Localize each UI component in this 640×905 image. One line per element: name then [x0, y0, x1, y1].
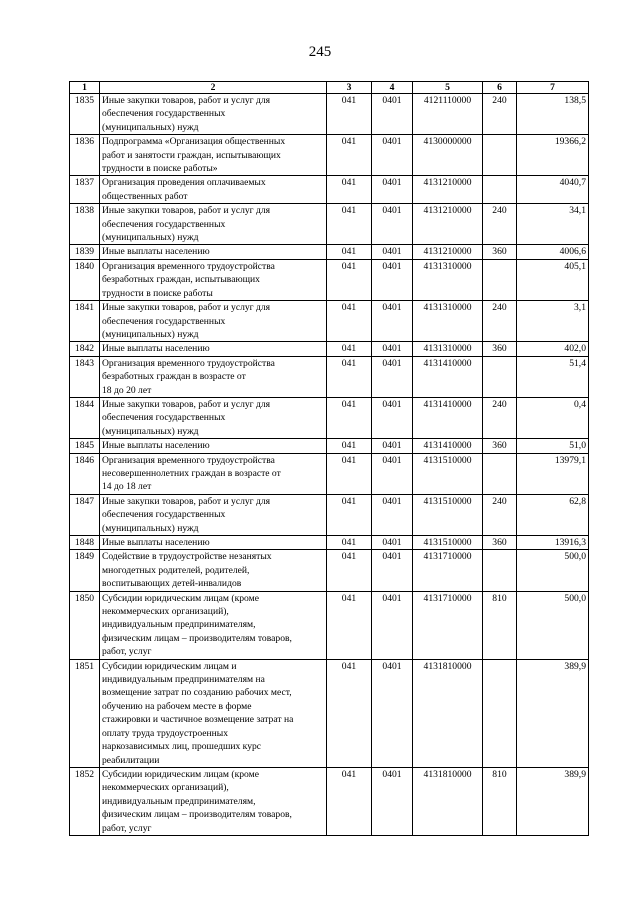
row-name-line: безработных граждан, испытывающих — [102, 274, 260, 286]
row-section-code: 0401 — [372, 176, 413, 204]
row-amount: 51,0 — [517, 439, 589, 453]
row-target-article: 4130000000 — [413, 135, 483, 176]
row-number: 1852 — [70, 767, 100, 835]
row-name-line: обеспечения государственных — [102, 412, 226, 424]
row-target-article: 4131810000 — [413, 659, 483, 767]
row-expense-type: 240 — [483, 301, 517, 342]
row-name-line: Субсидии юридическим лицам (кроме — [102, 768, 259, 780]
row-target-article: 4131510000 — [413, 536, 483, 550]
row-name-line: Организация временного трудоустройства — [102, 357, 275, 369]
row-amount: 19366,2 — [517, 135, 589, 176]
header-col-3: 3 — [327, 82, 372, 94]
row-name — [100, 550, 327, 591]
row-name-line: обеспечения государственных — [102, 218, 226, 230]
row-name-line: (муниципальных) нужд — [102, 522, 199, 534]
row-ministry-code: 041 — [327, 591, 372, 659]
row-amount: 13979,1 — [517, 453, 589, 494]
row-amount: 138,5 — [517, 94, 589, 135]
header-col-7: 7 — [517, 82, 589, 94]
row-ministry-code: 041 — [327, 176, 372, 204]
row-name-line: (муниципальных) нужд — [102, 232, 199, 244]
row-amount: 405,1 — [517, 259, 589, 300]
row-amount: 62,8 — [517, 494, 589, 535]
row-target-article: 4131710000 — [413, 550, 483, 591]
row-name-line: работ, услуг — [102, 646, 152, 658]
row-name — [100, 176, 327, 204]
row-target-article: 4131210000 — [413, 176, 483, 204]
row-target-article: 4131710000 — [413, 591, 483, 659]
row-name — [100, 397, 327, 438]
row-target-article: 4131310000 — [413, 259, 483, 300]
row-number: 1847 — [70, 494, 100, 535]
row-number: 1841 — [70, 301, 100, 342]
row-section-code: 0401 — [372, 135, 413, 176]
budget-table — [69, 81, 589, 836]
row-name-line: обучению на рабочем месте в форме — [102, 700, 252, 712]
row-number: 1844 — [70, 397, 100, 438]
row-amount: 4006,6 — [517, 245, 589, 259]
row-amount: 51,4 — [517, 356, 589, 397]
row-amount: 4040,7 — [517, 176, 589, 204]
row-name-line: (муниципальных) нужд — [102, 121, 199, 133]
row-name — [100, 659, 327, 767]
row-number: 1838 — [70, 204, 100, 245]
row-amount: 402,0 — [517, 342, 589, 356]
row-section-code: 0401 — [372, 94, 413, 135]
row-name — [100, 494, 327, 535]
table-row — [70, 259, 589, 300]
row-name-line: Иные закупки товаров, работ и услуг для — [102, 398, 271, 410]
row-number: 1843 — [70, 356, 100, 397]
row-ministry-code: 041 — [327, 536, 372, 550]
row-target-article: 4131510000 — [413, 453, 483, 494]
table-row — [70, 767, 589, 835]
row-name-line: работ, услуг — [102, 822, 152, 834]
row-name-line: Иные выплаты населению — [102, 537, 210, 548]
row-ministry-code: 041 — [327, 397, 372, 438]
row-name-line: трудности в поиске работы — [102, 287, 213, 299]
row-name-line: работ и занятости граждан, испытывающих — [102, 149, 281, 161]
row-expense-type — [483, 259, 517, 300]
row-number: 1837 — [70, 176, 100, 204]
header-col-1: 1 — [70, 82, 100, 94]
table-row — [70, 301, 589, 342]
row-target-article: 4131410000 — [413, 397, 483, 438]
row-target-article: 4131310000 — [413, 301, 483, 342]
row-number: 1849 — [70, 550, 100, 591]
row-expense-type — [483, 453, 517, 494]
table-row — [70, 550, 589, 591]
row-expense-type — [483, 356, 517, 397]
row-number: 1850 — [70, 591, 100, 659]
row-name-line: оплату труда трудоустроенных — [102, 727, 229, 739]
row-target-article: 4131510000 — [413, 494, 483, 535]
table-row — [70, 245, 589, 259]
row-name-line: (муниципальных) нужд — [102, 328, 199, 340]
row-expense-type: 810 — [483, 591, 517, 659]
row-name-line: Содействие в трудоустройстве незанятых — [102, 551, 272, 563]
row-ministry-code: 041 — [327, 356, 372, 397]
row-ministry-code: 041 — [327, 94, 372, 135]
row-name-line: Субсидии юридическим лицам и — [102, 660, 237, 672]
table-row — [70, 204, 589, 245]
row-name-line: 18 до 20 лет — [102, 384, 152, 396]
row-section-code: 0401 — [372, 204, 413, 245]
row-name — [100, 439, 327, 453]
row-ministry-code: 041 — [327, 453, 372, 494]
row-target-article: 4131810000 — [413, 767, 483, 835]
row-name-line: обеспечения государственных — [102, 315, 226, 327]
row-name-line: физическим лицам – производителям товаров, — [102, 632, 292, 644]
row-name-line: Организация временного трудоустройства — [102, 454, 275, 466]
row-section-code: 0401 — [372, 591, 413, 659]
row-section-code: 0401 — [372, 397, 413, 438]
row-target-article: 4131310000 — [413, 342, 483, 356]
row-name — [100, 453, 327, 494]
row-amount: 389,9 — [517, 659, 589, 767]
row-number: 1848 — [70, 536, 100, 550]
row-number: 1840 — [70, 259, 100, 300]
row-ministry-code: 041 — [327, 494, 372, 535]
row-expense-type — [483, 550, 517, 591]
row-ministry-code: 041 — [327, 245, 372, 259]
row-section-code: 0401 — [372, 356, 413, 397]
row-target-article: 4131210000 — [413, 204, 483, 245]
row-name-line: обеспечения государственных — [102, 509, 226, 521]
row-name — [100, 135, 327, 176]
row-name-line: Иные закупки товаров, работ и услуг для — [102, 205, 271, 217]
row-expense-type: 360 — [483, 439, 517, 453]
row-name-line: воспитывающих детей-инвалидов — [102, 578, 242, 590]
row-expense-type: 240 — [483, 94, 517, 135]
table-row — [70, 342, 589, 356]
row-name-line: некоммерческих организаций), — [102, 782, 229, 794]
table-row — [70, 176, 589, 204]
row-name-line: обеспечения государственных — [102, 108, 226, 120]
header-col-6: 6 — [483, 82, 517, 94]
row-section-code: 0401 — [372, 550, 413, 591]
row-section-code: 0401 — [372, 245, 413, 259]
row-name-line: Подпрограмма «Организация общественных — [102, 136, 286, 148]
row-ministry-code: 041 — [327, 550, 372, 591]
row-name-line: реабилитации — [102, 754, 160, 766]
row-name — [100, 245, 327, 259]
row-amount: 389,9 — [517, 767, 589, 835]
row-section-code: 0401 — [372, 259, 413, 300]
table-body — [70, 94, 589, 836]
header-col-2: 2 — [100, 82, 327, 94]
row-section-code: 0401 — [372, 767, 413, 835]
row-expense-type — [483, 659, 517, 767]
row-expense-type: 360 — [483, 536, 517, 550]
row-section-code: 0401 — [372, 342, 413, 356]
row-name-line: Иные выплаты населению — [102, 246, 210, 258]
row-name-line: индивидуальным предпринимателям на — [102, 674, 265, 686]
header-row — [70, 82, 589, 94]
row-name-line: Иные выплаты населению — [102, 440, 210, 452]
row-expense-type: 240 — [483, 204, 517, 245]
row-section-code: 0401 — [372, 439, 413, 453]
row-expense-type: 240 — [483, 397, 517, 438]
row-name-line: стажировки и частичное возмещение затрат на — [102, 714, 294, 726]
row-name-line: Иные закупки товаров, работ и услуг для — [102, 302, 271, 314]
table-row — [70, 94, 589, 135]
table-row — [70, 135, 589, 176]
row-name-line: некоммерческих организаций), — [102, 606, 229, 618]
row-expense-type: 360 — [483, 342, 517, 356]
row-amount: 500,0 — [517, 591, 589, 659]
row-target-article: 4131210000 — [413, 245, 483, 259]
row-number: 1846 — [70, 453, 100, 494]
row-name-line: Иные закупки товаров, работ и услуг для — [102, 95, 271, 106]
row-section-code: 0401 — [372, 659, 413, 767]
row-target-article: 4121110000 — [413, 94, 483, 135]
row-amount: 0,4 — [517, 397, 589, 438]
row-name-line: безработных граждан в возрасте от — [102, 371, 246, 383]
row-name — [100, 259, 327, 300]
row-expense-type — [483, 135, 517, 176]
table-header — [70, 82, 589, 94]
row-name-line: многодетных родителей, родителей, — [102, 564, 250, 576]
row-section-code: 0401 — [372, 494, 413, 535]
row-name-line: 14 до 18 лет — [102, 481, 152, 493]
row-name-line: наркозависимых лиц, прошедших курс — [102, 741, 262, 753]
table-row — [70, 494, 589, 535]
row-name-line: Организация проведения оплачиваемых — [102, 177, 266, 189]
table-row — [70, 439, 589, 453]
header-col-4: 4 — [372, 82, 413, 94]
row-ministry-code: 041 — [327, 342, 372, 356]
row-name — [100, 356, 327, 397]
row-name-line: Иные выплаты населению — [102, 343, 210, 355]
row-name-line: Иные закупки товаров, работ и услуг для — [102, 495, 271, 507]
row-name-line: возмещение затрат по созданию рабочих мест, — [102, 687, 292, 699]
table-row — [70, 356, 589, 397]
table-row — [70, 453, 589, 494]
row-expense-type: 810 — [483, 767, 517, 835]
row-target-article: 4131410000 — [413, 439, 483, 453]
row-number: 1851 — [70, 659, 100, 767]
row-name-line: Субсидии юридическим лицам (кроме — [102, 592, 259, 604]
page-number: 245 — [308, 44, 332, 60]
row-amount: 500,0 — [517, 550, 589, 591]
row-target-article: 4131410000 — [413, 356, 483, 397]
table-row — [70, 659, 589, 767]
row-name-line: трудности в поиске работы» — [102, 163, 218, 175]
row-name-line: Организация временного трудоустройства — [102, 260, 275, 272]
row-name-line: физическим лицам – производителям товаров, — [102, 809, 292, 821]
row-name — [100, 94, 327, 135]
row-ministry-code: 041 — [327, 301, 372, 342]
row-ministry-code: 041 — [327, 439, 372, 453]
row-name-line: несовершеннолетних граждан в возрасте от — [102, 467, 281, 479]
row-number: 1836 — [70, 135, 100, 176]
row-section-code: 0401 — [372, 453, 413, 494]
row-number: 1835 — [70, 94, 100, 135]
row-amount: 13916,3 — [517, 536, 589, 550]
row-name-line: (муниципальных) нужд — [102, 425, 199, 437]
row-number: 1842 — [70, 342, 100, 356]
row-section-code: 0401 — [372, 536, 413, 550]
table-row — [70, 397, 589, 438]
table-row — [70, 591, 589, 659]
row-expense-type: 240 — [483, 494, 517, 535]
row-name — [100, 204, 327, 245]
row-amount: 34,1 — [517, 204, 589, 245]
row-name — [100, 301, 327, 342]
row-ministry-code: 041 — [327, 135, 372, 176]
row-name — [100, 342, 327, 356]
row-name-line: индивидуальным предпринимателям, — [102, 619, 256, 631]
row-name-line: индивидуальным предпринимателям, — [102, 795, 256, 807]
row-name — [100, 536, 327, 550]
row-ministry-code: 041 — [327, 204, 372, 245]
row-expense-type — [483, 176, 517, 204]
header-col-5: 5 — [413, 82, 483, 94]
table-row — [70, 536, 589, 550]
row-name — [100, 591, 327, 659]
row-expense-type: 360 — [483, 245, 517, 259]
row-name-line: общественных работ — [102, 190, 188, 202]
row-name — [100, 767, 327, 835]
row-amount: 3,1 — [517, 301, 589, 342]
row-ministry-code: 041 — [327, 659, 372, 767]
row-ministry-code: 041 — [327, 767, 372, 835]
row-number: 1839 — [70, 245, 100, 259]
row-ministry-code: 041 — [327, 259, 372, 300]
row-number: 1845 — [70, 439, 100, 453]
row-section-code: 0401 — [372, 301, 413, 342]
